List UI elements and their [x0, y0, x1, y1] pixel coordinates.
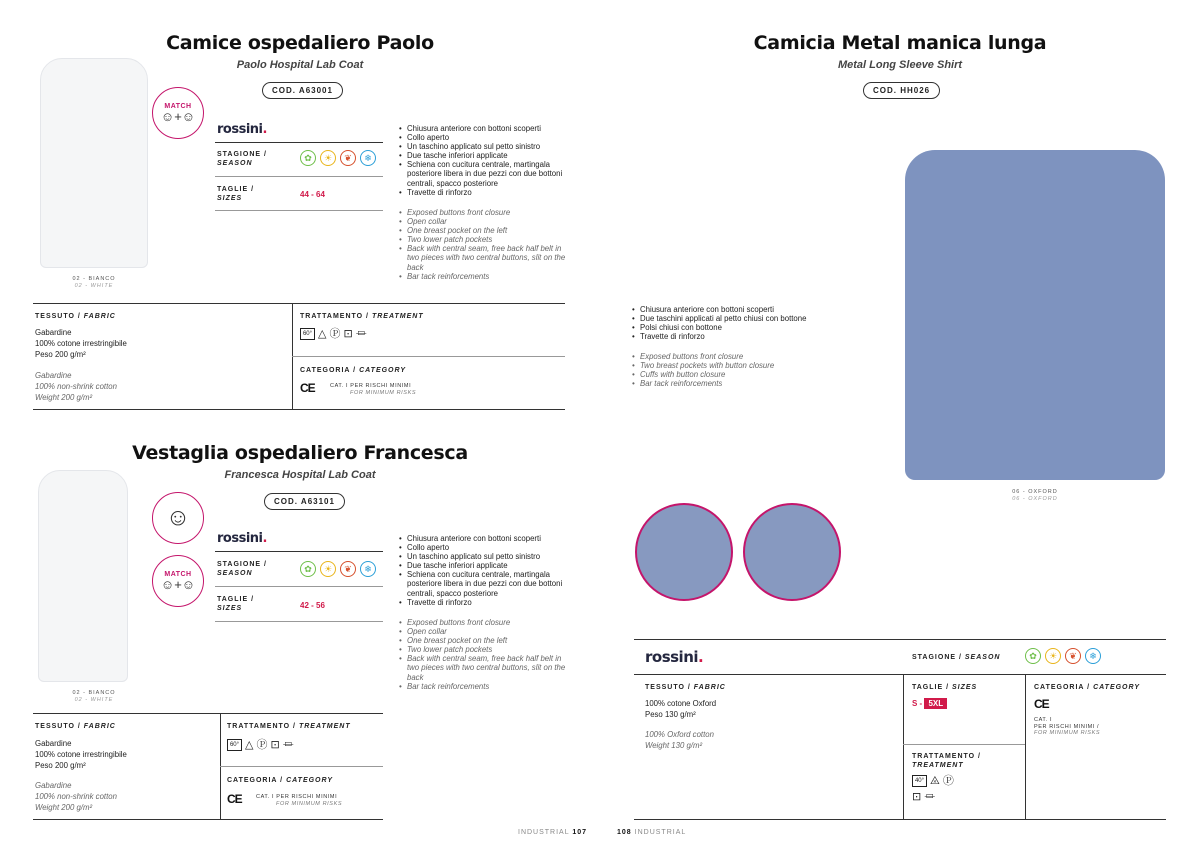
- feature-item: • Un taschino applicato sul petto sinistro: [399, 552, 567, 561]
- treatment-label: TRATTAMENTO / TREATMENT: [300, 313, 424, 320]
- fabric-label: TESSUTO / FABRIC: [645, 684, 726, 691]
- ce-mark: CE: [1034, 697, 1049, 711]
- iron-icon: ⏛: [924, 791, 936, 803]
- lab-coat-image: [38, 470, 128, 682]
- product-code: COD. A63101: [264, 493, 345, 510]
- snowflake-icon: ❄: [360, 150, 376, 166]
- feature-item: • Two lower patch pockets: [399, 645, 567, 654]
- match-badge: MATCH ☺+☺: [152, 87, 204, 139]
- feature-item: • Un taschino applicato sul petto sinistro: [399, 142, 567, 151]
- fabric-en: Gabardine 100% non-shrink cotton Weight 200 g/m²: [35, 781, 117, 812]
- leaf-icon: ❦: [340, 561, 356, 577]
- category-text: CAT. I PER RISCHI MINIMI FOR MINIMUM RISKS: [330, 383, 417, 396]
- category-label: CATEGORIA / CATEGORY: [300, 367, 407, 374]
- feature-item: • Exposed buttons front closure: [399, 618, 567, 627]
- page-number-right: 108 INDUSTRIAL: [617, 829, 687, 836]
- sizes-value: S - 5XL: [912, 699, 947, 708]
- dry-clean-p-icon: Ⓟ: [942, 774, 954, 787]
- fabric-label: TESSUTO / FABRIC: [35, 313, 116, 320]
- feature-item: • One breast pocket on the left: [399, 226, 567, 235]
- fabric-label: TESSUTO / FABRIC: [35, 723, 116, 730]
- feature-item: • Back with central seam, free back half belt in two pieces with two central buttons, slit on the back: [399, 244, 567, 271]
- ce-mark: CE: [227, 792, 242, 806]
- feature-item: • Collo aperto: [399, 543, 567, 552]
- care-icons-row2: [912, 792, 935, 803]
- tumble-dry-icon: ⊡: [270, 738, 280, 751]
- leaf-icon: ❦: [340, 150, 356, 166]
- feature-item: • Collo aperto: [399, 133, 567, 142]
- product-title: Camice ospedaliero Paolo: [166, 32, 434, 54]
- feature-item: • Due tasche inferiori applicate: [399, 561, 567, 570]
- feature-item: • Chiusura anteriore con bottoni scoperti: [632, 305, 872, 314]
- man-icon: ☺: [160, 576, 175, 592]
- fabric-it: 100% cotone Oxford Peso 130 g/m²: [645, 699, 717, 719]
- tumble-dry-icon: ⊡: [343, 327, 353, 340]
- brand-logo: rossini.: [217, 122, 267, 137]
- feature-item: • One breast pocket on the left: [399, 636, 567, 645]
- season-icons: [1025, 648, 1101, 664]
- sizes-label: TAGLIE / SIZES: [217, 596, 255, 612]
- feature-item: • Schiena con cucitura centrale, martingala posteriore libera in due pezzi con due bottoni centrali, spacco posteriore: [399, 570, 567, 597]
- dry-clean-p-icon: Ⓟ: [329, 327, 341, 340]
- product-subtitle: Francesca Hospital Lab Coat: [224, 469, 376, 481]
- sizes-value: 44 - 64: [300, 190, 325, 199]
- fabric-en: 100% Oxford cotton Weight 130 g/m²: [645, 730, 714, 750]
- treatment-label: TRATTAMENTO / TREATMENT: [912, 753, 981, 769]
- sizes-label: TAGLIE / SIZES: [912, 684, 978, 691]
- snowflake-icon: ❄: [1085, 648, 1101, 664]
- category-text: CAT. I PER RISCHI MINIMI / FOR MINIMUM RISKS: [1034, 717, 1101, 736]
- feature-item: • Back with central seam, free back half belt in two pieces with two central buttons, slit on the back: [399, 654, 567, 681]
- season-icons: [300, 150, 376, 166]
- wash-icon: 40°: [912, 775, 927, 787]
- feature-item: • Due tasche inferiori applicate: [399, 151, 567, 160]
- features-en: [632, 352, 872, 388]
- season-label: STAGIONE / SEASON: [912, 654, 1001, 661]
- feature-item: • Due taschini applicati al petto chiusi con bottone: [632, 314, 872, 323]
- feature-item: • Bar tack reinforcements: [399, 272, 567, 281]
- flower-icon: ✿: [300, 150, 316, 166]
- season-label: STAGIONE / SEASON: [217, 561, 267, 577]
- brand-logo: rossini.: [645, 648, 704, 666]
- feature-item: • Open collar: [399, 627, 567, 636]
- tumble-dry-icon: ⊡: [912, 791, 922, 803]
- woman-icon: ☺: [181, 108, 196, 124]
- bleach-icon: △: [318, 327, 327, 340]
- sizes-value: 42 - 56: [300, 601, 325, 610]
- feature-item: • Travette di rinforzo: [632, 332, 872, 341]
- color-caption: 06 - OXFORD 06 - OXFORD: [1012, 489, 1058, 502]
- color-caption: 02 - BIANCO 02 - WHITE: [72, 276, 116, 289]
- care-icons: [300, 328, 367, 340]
- sizes-label: TAGLIE / SIZES: [217, 186, 255, 202]
- page-number-left: INDUSTRIAL 107: [518, 829, 587, 836]
- product-code: COD. HH026: [863, 82, 940, 99]
- feature-item: • Bar tack reinforcements: [399, 682, 567, 691]
- iron-icon: ⏛: [355, 327, 367, 340]
- feature-item: • Schiena con cucitura centrale, martingala posteriore libera in due pezzi con due bottoni centrali, spacco posteriore: [399, 160, 567, 187]
- woman-icon: ☺: [181, 576, 196, 592]
- product-subtitle: Metal Long Sleeve Shirt: [837, 59, 963, 71]
- fabric-it: Gabardine 100% cotone irrestringibile Peso 200 g/m²: [35, 739, 127, 770]
- bleach-icon: △: [245, 738, 254, 751]
- feature-item: • Polsi chiusi con bottone: [632, 323, 872, 332]
- plus-icon: +: [174, 108, 182, 124]
- shirt-image: [905, 150, 1165, 480]
- lab-coat-image: [40, 58, 148, 268]
- category-label: CATEGORIA / CATEGORY: [227, 777, 334, 784]
- feature-item: • Cuffs with button closure: [632, 370, 872, 379]
- wash-icon: 60°: [300, 328, 315, 340]
- product-title: Camicia Metal manica lunga: [753, 32, 1047, 54]
- match-badge: MATCH ☺+☺: [152, 555, 204, 607]
- season-icons: [300, 561, 376, 577]
- care-icons: [227, 739, 294, 751]
- collar-detail-image: [635, 503, 733, 601]
- dry-clean-p-icon: Ⓟ: [256, 738, 268, 751]
- product-code: COD. A63001: [262, 82, 343, 99]
- snowflake-icon: ❄: [360, 561, 376, 577]
- plus-icon: +: [174, 576, 182, 592]
- sun-icon: ☀: [320, 561, 336, 577]
- iron-icon: ⏛: [282, 738, 294, 751]
- feature-item: • Chiusura anteriore con bottoni scoperti: [399, 124, 567, 133]
- season-label: STAGIONE / SEASON: [217, 151, 267, 167]
- flower-icon: ✿: [300, 561, 316, 577]
- care-icons: [912, 775, 954, 787]
- category-text: CAT. I PER RISCHI MINIMI FOR MINIMUM RISKS: [256, 794, 343, 807]
- woman-icon: ☺: [152, 492, 204, 544]
- wash-icon: 60°: [227, 739, 242, 751]
- feature-item: • Exposed buttons front closure: [632, 352, 872, 361]
- features-en: [399, 208, 567, 281]
- sun-icon: ☀: [320, 150, 336, 166]
- pocket-detail-image: [743, 503, 841, 601]
- color-caption: 02 - BIANCO 02 - WHITE: [72, 690, 116, 703]
- features-it: [399, 124, 567, 197]
- features-it: [399, 534, 567, 607]
- brand-logo: rossini.: [217, 531, 267, 546]
- flower-icon: ✿: [1025, 648, 1041, 664]
- features-it: [632, 305, 872, 341]
- fabric-it: Gabardine 100% cotone irrestringibile Peso 200 g/m²: [35, 328, 127, 359]
- fabric-en: Gabardine 100% non-shrink cotton Weight 200 g/m²: [35, 371, 117, 402]
- ce-mark: CE: [300, 381, 315, 395]
- feature-item: • Two breast pockets with button closure: [632, 361, 872, 370]
- leaf-icon: ❦: [1065, 648, 1081, 664]
- feature-item: • Two lower patch pockets: [399, 235, 567, 244]
- feature-item: • Open collar: [399, 217, 567, 226]
- feature-item: • Travette di rinforzo: [399, 598, 567, 607]
- no-bleach-icon: ⨻: [930, 774, 940, 787]
- product-subtitle: Paolo Hospital Lab Coat: [236, 59, 364, 71]
- sun-icon: ☀: [1045, 648, 1061, 664]
- category-label: CATEGORIA / CATEGORY: [1034, 684, 1141, 691]
- feature-item: • Chiusura anteriore con bottoni scoperti: [399, 534, 567, 543]
- feature-item: • Exposed buttons front closure: [399, 208, 567, 217]
- feature-item: • Travette di rinforzo: [399, 188, 567, 197]
- man-icon: ☺: [160, 108, 175, 124]
- treatment-label: TRATTAMENTO / TREATMENT: [227, 723, 351, 730]
- features-en: [399, 618, 567, 691]
- feature-item: • Bar tack reinforcements: [632, 379, 872, 388]
- product-title: Vestaglia ospedaliero Francesca: [132, 442, 468, 464]
